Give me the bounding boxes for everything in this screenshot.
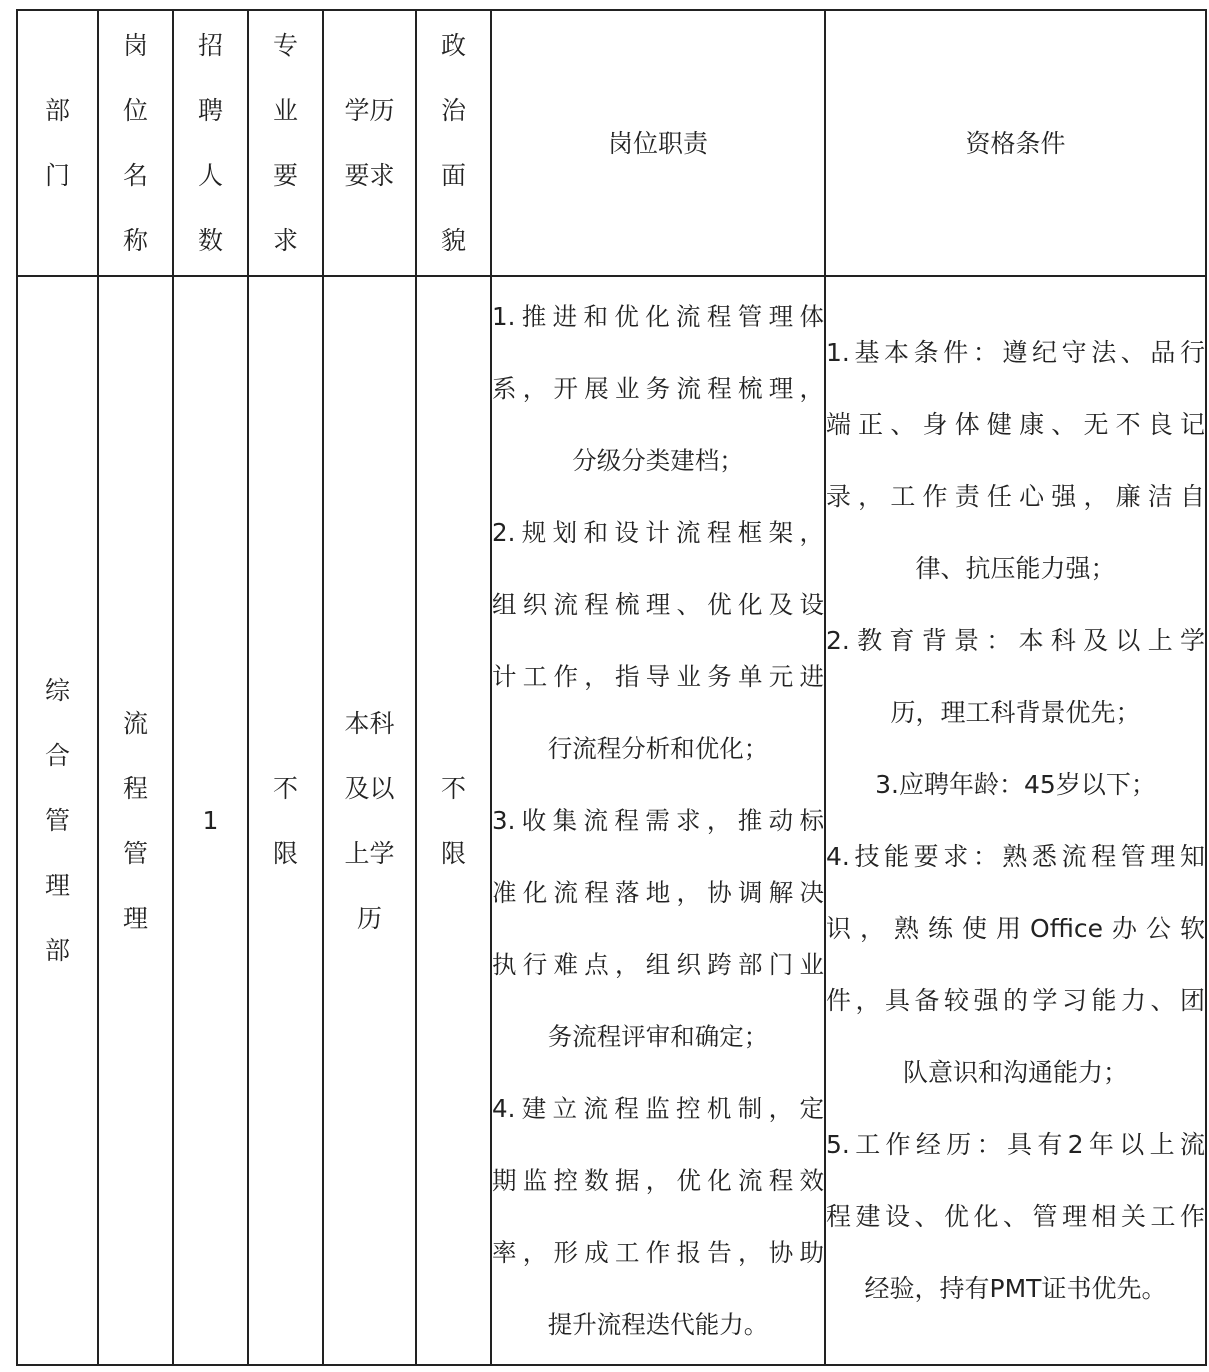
header-political: 政治面貌 [416,10,491,276]
duty-line: 计工作，指导业务单元进 [492,661,824,691]
qualification-line: 4.技能要求：熟悉流程管理知 [826,841,1205,871]
qualification-line: 历，理工科背景优先； [890,697,1141,727]
duty-line: 准化流程落地，协调解决 [492,877,824,907]
duty-line: 务流程评审和确定； [547,1021,769,1051]
header-qualifications: 资格条件 [825,10,1206,276]
qualification-line: 经验，持有PMT证书优先。 [864,1273,1167,1303]
qualification-line: 律、抗压能力强； [915,553,1116,583]
qualification-line: 录，工作责任心强，廉洁自 [826,481,1205,511]
header-dept: 部门 [17,10,98,276]
duty-line: 行流程分析和优化； [547,733,769,763]
cell-qualifications [825,276,1206,1365]
qualification-line: 程建设、优化、管理相关工作 [826,1201,1205,1231]
table-row [17,276,1206,1365]
duty-line: 2.规划和设计流程框架， [492,517,824,547]
qualification-line: 件，具备较强的学习能力、团 [826,985,1205,1015]
duty-line: 组织流程梳理、优化及设 [492,589,824,619]
header-position: 岗位名称 [98,10,173,276]
duty-line: 1.推进和优化流程管理体 [492,301,824,331]
duty-line: 期监控数据，优化流程效 [492,1165,824,1195]
header-count: 招聘人数 [173,10,248,276]
qualification-line: 识，熟练使用Office办公软 [826,913,1205,943]
header-duties: 岗位职责 [491,10,825,276]
cell-major: 不限 [248,276,323,1365]
cell-education: 本科及以上学历 [323,276,416,1365]
duty-line: 率，形成工作报告，协助 [492,1237,824,1267]
qualification-line: 队意识和沟通能力； [902,1057,1128,1087]
recruitment-table [16,9,1207,1366]
qualification-line: 2.教育背景：本科及以上学 [826,625,1205,655]
duty-line: 执行难点，组织跨部门业 [492,949,824,979]
cell-political: 不限 [416,276,491,1365]
cell-dept: 综合管理部 [17,276,98,1365]
duty-line: 3.收集流程需求，推动标 [492,805,824,835]
header-row [17,10,1206,276]
qualification-line: 1.基本条件：遵纪守法、品行 [826,337,1205,367]
duty-line: 分级分类建档； [572,445,744,475]
cell-position: 流程管理 [98,276,173,1365]
duty-line: 提升流程迭代能力。 [547,1309,769,1339]
duty-line: 4.建立流程监控机制，定 [492,1093,824,1123]
header-education: 学历要求 [323,10,416,276]
header-major: 专业要求 [248,10,323,276]
cell-count: 1 [173,276,248,1365]
qualification-line: 5.工作经历：具有2年以上流 [826,1129,1205,1159]
cell-duties [491,276,825,1365]
qualification-line: 端正、身体健康、无不良记 [826,409,1205,439]
duty-line: 系，开展业务流程梳理， [492,373,824,403]
qualification-line: 3.应聘年龄：45岁以下； [875,769,1156,799]
